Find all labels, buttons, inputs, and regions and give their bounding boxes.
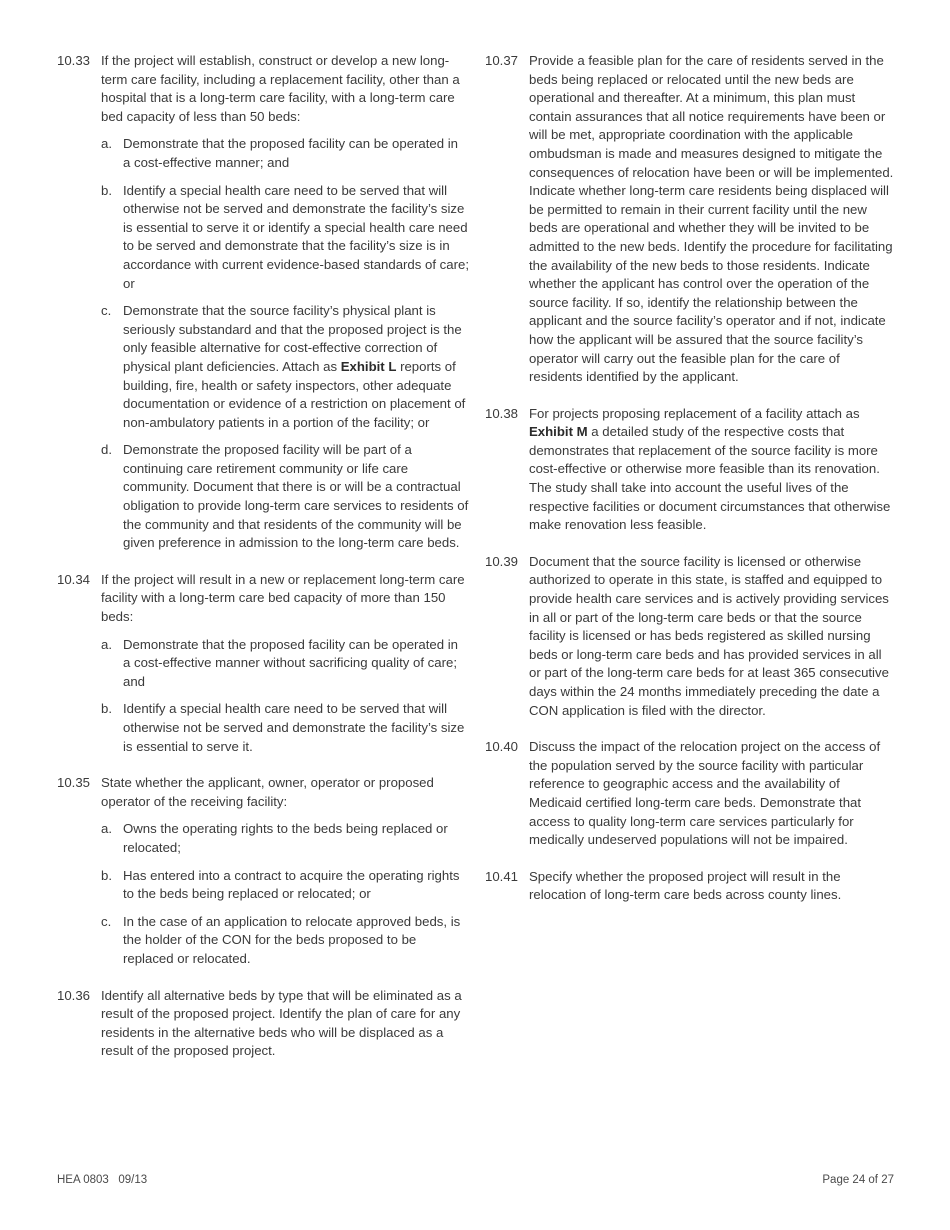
right-column <box>485 52 895 923</box>
sub-item-c <box>101 302 469 432</box>
sub-item-text: Identify a special health care need to be served that will otherwise not be served and demonstrate the facility’s size is essential to serve it. <box>123 701 465 754</box>
section-text: Document that the source facility is licensed or otherwise authorized to operate in this state, is staffed and equipped to provide health care services and is actively providing services in all or part of the long-term care beds or that the source facility is licensed or has beds registered as skilled nursing beds or long-term care beds and has provided services in all or part of the long-term care beds for at least 365 consecutive days within the 24 months immediately preceding the date a CON application is filed with the director. <box>529 553 889 718</box>
sub-item-b <box>101 867 469 904</box>
sub-item-text-pre: Demonstrate that the source facility’s physical plant is seriously substandard and that the proposed project is the only feasible alternative for cost-effective correction of physical plant deficiencies. Attach as <box>123 303 462 374</box>
section-10-34 <box>57 571 469 756</box>
sub-item-text-post: reports of building, fire, health or safety inspectors, other adequate documentation or evidence of a restriction on placement of non-ambulatory patients in a portion of the facility; or <box>123 358 466 430</box>
section-text: Identify all alternative beds by type that will be eliminated as a result of the proposed project. Identify the plan of care for any residents in the alternative beds who will be displaced as a result of the proposed project. <box>101 987 462 1059</box>
sub-item-text: Demonstrate that the proposed facility can be operated in a cost-effective manner; and <box>123 136 459 170</box>
sub-item-b <box>101 182 469 294</box>
sub-item-text: Identify a special health care need to be served that will otherwise not be served and demonstrate the facility’s size is essential to serve it or identify a special health care need to be served and demonstrate that the facility’s size is in accordance with current evidence-based standards of care; or <box>123 182 469 291</box>
section-text: State whether the applicant, owner, operator or proposed operator of the receiving facility: <box>101 775 434 809</box>
section-10-37 <box>485 52 895 387</box>
section-number: 10.38 <box>485 405 519 421</box>
form-id: HEA 0803 09/13 <box>57 1174 148 1186</box>
exhibit-l-label: Exhibit L <box>340 358 397 374</box>
section-10-39 <box>485 553 895 720</box>
sub-item-text: Has entered into a contract to acquire the operating rights to the beds being replaced or relocated; or <box>123 867 460 902</box>
sub-item-label: b. <box>101 701 112 717</box>
section-text: If the project will establish, construct or develop a new long-term care facility, including a replacement facility, other than a hospital that is a long-term care facility, with a long-term care bed capacity of less than 50 beds: <box>101 53 460 124</box>
sub-item-a <box>101 820 469 857</box>
sub-item-text: Demonstrate the proposed facility will be part of a continuing care retirement community or life care community. Document that there is or will be a contractual obligation to provide long-term care services to residents of the community and that residents of the community will be given preference in admission to the long-term care beds. <box>123 442 469 551</box>
section-10-38 <box>485 405 895 535</box>
sub-item-a <box>101 135 469 172</box>
left-column <box>57 52 469 1079</box>
section-text: Provide a feasible plan for the care of residents served in the beds being replaced or relocated until the new beds are operational and thereafter. At a minimum, this plan must contain assurances that all notice requirements have been or will be met, appropriate coordination with the applicable ombudsman is made and measures designed to mitigate the consequences of relocation have been or will be implemented. Indicate whether long-term care residents being displaced will be permitted to remain in their current facility until the new beds are operational and whether they will be invited to be admitted to the new beds. Identify the procedure for facilitating the availability of the new beds to those residents. Indicate whether the applicant has control over the operation of the source facility. If so, identify the relationship between the applicant and the source facility’s operator and if not, indicate how the applicant will be assured that the source facility’s operator will carry out the feasible plan for the care of residents identified by the applicant. <box>529 53 894 385</box>
sub-item-label: c. <box>101 303 112 319</box>
sub-item-text: Owns the operating rights to the beds being replaced or relocated; <box>123 821 448 855</box>
sub-item-b <box>101 700 469 756</box>
section-number: 10.40 <box>485 739 519 755</box>
section-10-36 <box>57 987 469 1061</box>
sub-item-text: Demonstrate that the proposed facility can be operated in a cost-effective manner without sacrificing quality of care; and <box>123 636 459 689</box>
section-text: Specify whether the proposed project will result in the relocation of long-term care beds across county lines. <box>529 868 842 903</box>
sub-item-c <box>101 913 469 969</box>
section-number: 10.37 <box>485 53 519 68</box>
section-10-41 <box>485 868 895 905</box>
sub-item-label: d. <box>101 442 112 458</box>
section-text-post: a detailed study of the respective costs that demonstrates that replacement of the source facility is more cost-effective or otherwise more feasible than its renovation. The study shall take into account the useful lives of the respective facilities or document circumstances that otherwise make renovation less feasible. <box>529 424 891 533</box>
section-number: 10.35 <box>57 775 91 791</box>
page-number: Page 24 of 27 <box>822 1174 894 1186</box>
section-text-pre: For projects proposing replacement of a facility attach as <box>529 405 860 421</box>
sub-item-text <box>123 302 469 432</box>
section-text: Discuss the impact of the relocation project on the access of the population served by the source facility with particular reference to geographic access and the availability of Medicaid certified long-term care beds. Demonstrate that access to quality long-term care services particularly for medically undeserved populations will not be impaired. <box>529 739 881 848</box>
section-text: If the project will result in a new or replacement long-term care facility with a long-term care bed capacity of more than 150 beds: <box>101 571 465 625</box>
sub-item-text: In the case of an application to relocate approved beds, is the holder of the CON for the beds proposed to be replaced or relocated. <box>123 913 461 966</box>
section-number: 10.41 <box>485 868 519 884</box>
sub-item-d <box>101 441 469 553</box>
exhibit-m-label: Exhibit M <box>529 424 588 440</box>
sub-item-label: a. <box>101 136 112 152</box>
section-10-35 <box>57 774 469 968</box>
section-number: 10.34 <box>57 571 91 587</box>
sub-item-label: b. <box>101 867 112 883</box>
section-number: 10.33 <box>57 53 91 68</box>
sub-item-label: c. <box>101 913 112 929</box>
section-10-40 <box>485 738 895 850</box>
section-number: 10.36 <box>57 987 91 1003</box>
sub-item-label: a. <box>101 821 112 837</box>
section-text <box>529 405 895 535</box>
sub-item-a <box>101 636 469 692</box>
sub-item-label: b. <box>101 182 112 198</box>
section-number: 10.39 <box>485 553 519 569</box>
section-10-33 <box>57 52 469 553</box>
sub-item-label: a. <box>101 636 112 652</box>
